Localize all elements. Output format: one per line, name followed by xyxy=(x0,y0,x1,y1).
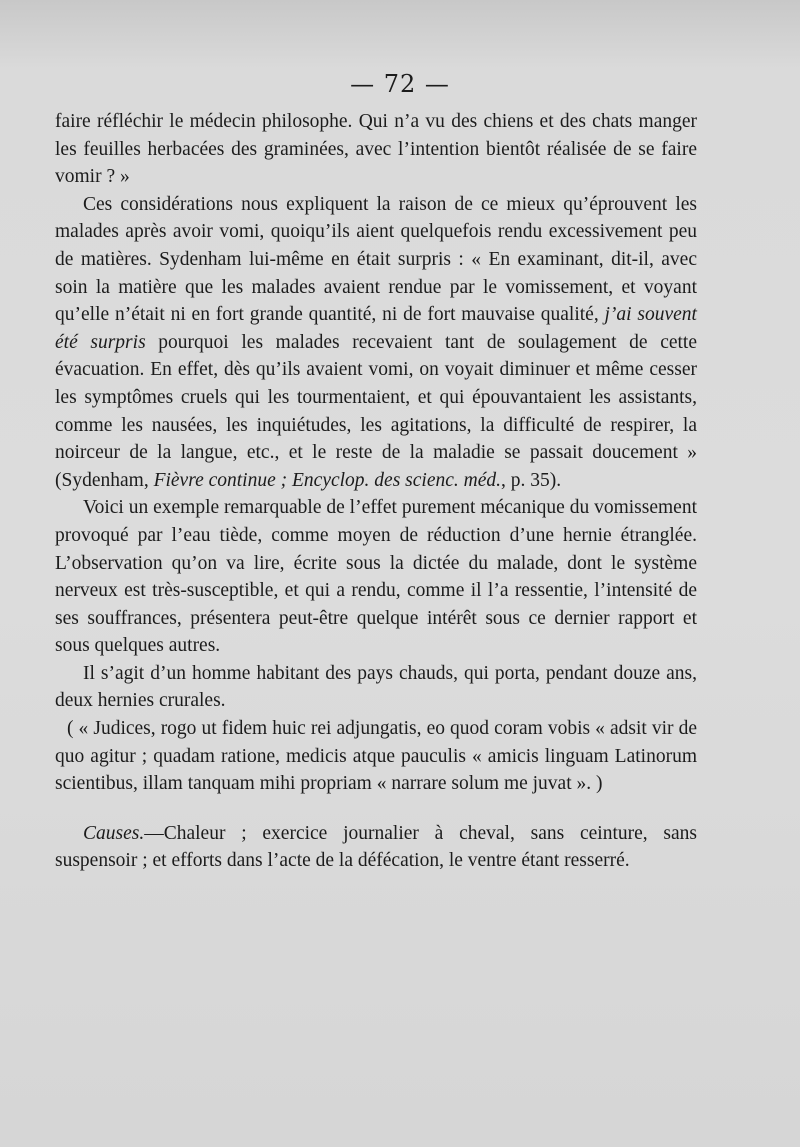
text-run: , p. 35). xyxy=(501,469,562,491)
italic-text: Fièvre continue ; Encyclop. des scienc. méd. xyxy=(153,469,501,491)
paragraph-4 xyxy=(55,660,697,715)
text-run: ( « Judices, rogo ut fidem huic rei adjungatis, eo quod coram vobis « adsit vir de quo agitur ; quadam ratione, medicis atque pauculis « amicis linguam Latinorum scientibus, illam tanquam mihi propriam « narrare solum me juvat ». ) xyxy=(55,718,697,795)
text-run: faire réfléchir le médecin philosophe. Qui n’a vu des chiens et des chats manger les feuilles herbacées des graminées, avec l’intention bientôt réalisée de se faire vomir ? » xyxy=(55,111,697,188)
paragraph-causes xyxy=(55,820,697,875)
paragraph-3 xyxy=(55,494,697,660)
italic-text: j’ai souvent été surpris xyxy=(55,304,697,353)
page-body xyxy=(55,108,697,875)
text-run: Voici un exemple remarquable de l’effet purement mécanique du vomissement provoqué par l’eau tiède, comme moyen de réduction d’une hernie étranglée. L’observation qu’on va lire, écrite sous la dictée du malade, dont le système nerveux est très-susceptible, et qui a rendu, comme il l’a ressentie, l’intensité de ses souffrances, présentera peut-être quelque intérêt sous ce dernier rapport et sous quelques autres. xyxy=(55,497,697,657)
text-run: Ces considérations nous expliquent la raison de ce mieux qu’éprouvent les malades après avoir vomi, quoiqu’ils aient quelquefois rendu excessivement peu de matières. Sydenham lui-même en était surpris : « En examinant, dit-il, avec soin la matière que les malades avaient rendue par le vomissement, et voyant qu’elle n’était ni en fort grande quantité, ni de fort mauvaise qualité, xyxy=(55,193,697,326)
text-run: pourquoi les malades recevaient tant de soulagement de cette évacuation. En effet, dès qu’ils avaient vomi, on voyait diminuer et même cesser les symptômes cruels qui les tourmentaient, et qui épouvantaient les assistants, comme les nausées, les inquiétudes, les agitations, la difficulté de respirer, la noirceur de la langue, etc., et le reste de la maladie se passait doucement » (Sydenham, xyxy=(55,331,697,491)
italic-text: Causes. xyxy=(83,822,145,844)
paragraph-latin-quote xyxy=(55,715,697,798)
text-run: Il s’agit d’un homme habitant des pays chauds, qui porta, pendant douze ans, deux hernies crurales. xyxy=(55,662,697,712)
page-number: — 72 — xyxy=(350,70,450,98)
paragraph-1 xyxy=(55,108,697,191)
paragraph-2 xyxy=(55,191,697,495)
text-run: —Chaleur ; exercice journalier à cheval, sans ceinture, sans suspensoir ; et efforts dans l’acte de la défécation, le ventre étant resserré. xyxy=(55,822,697,872)
